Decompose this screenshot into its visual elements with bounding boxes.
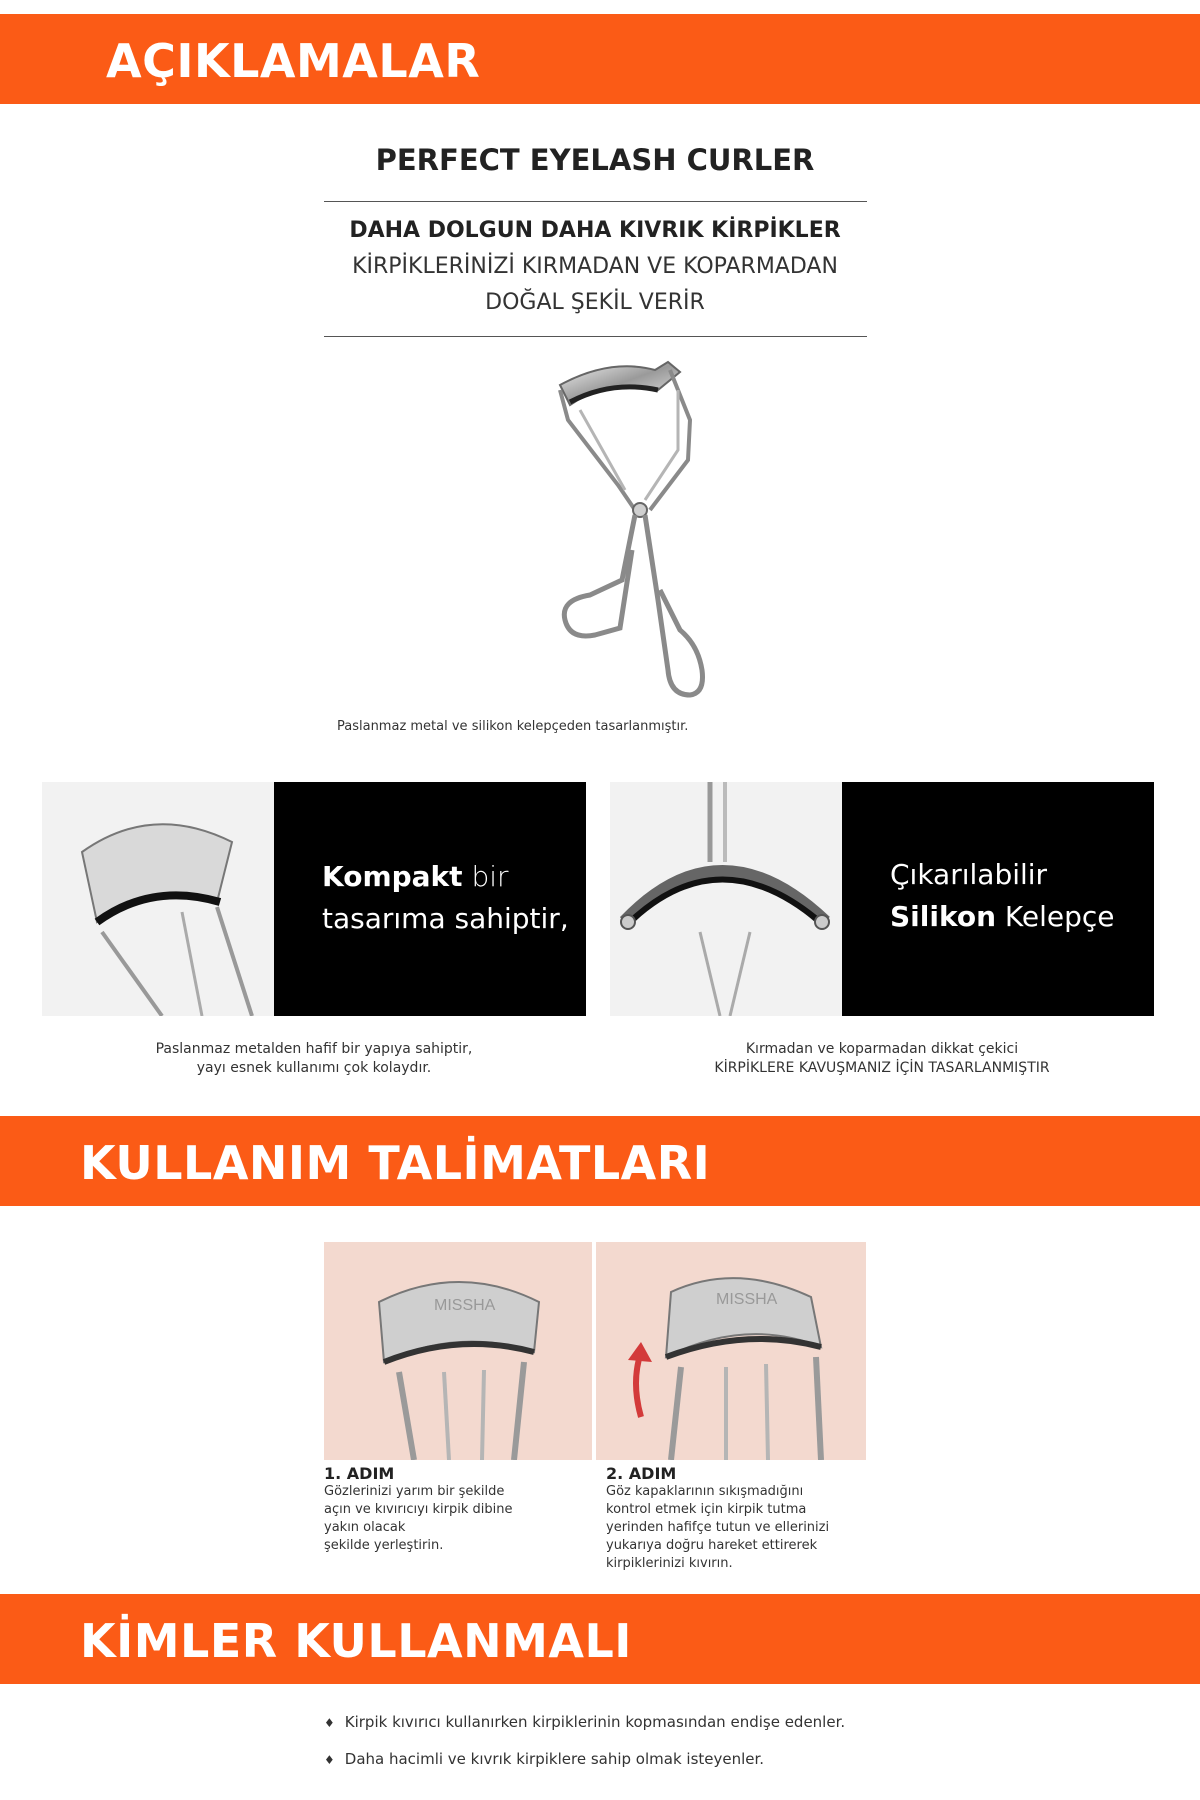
feature-panel-compact [274,782,586,1016]
feature-compact-line1 [322,860,509,893]
feature-compact-bold: Kompakt [322,860,463,893]
feature-compact-rest: bir [462,860,509,893]
step1-image [324,1242,592,1460]
product-tagline: DAHA DOLGUN DAHA KIVRIK KİRPİKLER [349,218,841,243]
step2-line: yukarıya doğru hareket ettirerek [606,1538,818,1553]
step2-line: yerinden hafifçe tutun ve ellerinizi [606,1520,830,1535]
who-item [324,1750,764,1768]
diamond-bullet-icon: ♦ [324,1716,335,1730]
step1-photo [324,1242,592,1460]
feature-compact-caption [42,1040,586,1078]
product-tagline-line3: DOĞAL ŞEKİL VERİR [485,290,705,315]
section-title-who: KİMLER KULLANMALI [80,1614,632,1668]
who-item [324,1713,845,1731]
feature-panel-silicone [842,782,1154,1016]
section-title-usage: KULLANIM TALİMATLARI [80,1136,711,1190]
feature-silicone-line1: Çıkarılabilir [890,858,1048,891]
feature-silicone-caption [610,1040,1154,1078]
step2-line: kontrol etmek için kirpik tutma [606,1502,807,1517]
curler-closeup-image [42,782,274,1016]
step2-photo [596,1242,866,1460]
feature-compact-line2: tasarıma sahiptir, [322,902,569,935]
diamond-bullet-icon: ♦ [324,1753,335,1767]
step2-title: 2. ADIM [606,1464,677,1483]
step2 [606,1464,836,1573]
section-banner-usage [0,1116,1200,1206]
silicone-pad-image [610,782,842,1016]
step1-line: yakın olacak [324,1520,406,1535]
feature-silicone-line2 [890,900,1115,933]
who-item-text: Daha hacimli ve kıvrık kirpiklere sahip olmak isteyenler. [344,1750,765,1768]
section-title-description: AÇIKLAMALAR [106,34,481,88]
feature-compact-caption-line2: yayı esnek kullanımı çok kolaydır. [196,1060,432,1076]
brand-engraving-1: MISSHA [434,1297,496,1314]
feature-photo-compact [42,782,274,1016]
material-note: Paslanmaz metal ve silikon kelepçeden tasarlanmıştır. [337,719,689,734]
brand-engraving-2: MISSHA [716,1291,778,1308]
feature-compact-caption-line1: Paslanmaz metalden hafif bir yapıya sahiptir, [155,1041,473,1057]
product-name: PERFECT EYELASH CURLER [375,143,815,177]
step2-image [596,1242,866,1460]
section-banner-description [0,14,1200,104]
step2-text [606,1483,836,1573]
step1 [324,1464,524,1555]
step1-text [324,1483,524,1555]
step1-title: 1. ADIM [324,1464,395,1483]
feature-silicone-rest: Kelepçe [996,900,1115,933]
step2-line: kirpiklerinizi kıvırın. [606,1556,733,1571]
who-item-text: Kirpik kıvırıcı kullanırken kirpiklerinin kopmasından endişe edenler. [344,1713,846,1731]
section-banner-who [0,1594,1200,1684]
step1-line: şekilde yerleştirin. [324,1538,444,1553]
divider-bottom [324,336,867,337]
feature-silicone-bold: Silikon [890,900,996,933]
divider-top [324,201,867,202]
feature-silicone-caption-line2: KİRPİKLERE KAVUŞMANIZ İÇİN TASARLANMIŞTIR [714,1060,1050,1076]
feature-photo-silicone [610,782,842,1016]
step2-line: Göz kapaklarının sıkışmadığını [606,1484,804,1499]
feature-silicone-caption-line1: Kırmadan ve koparmadan dikkat çekici [745,1041,1019,1057]
eyelash-curler-image [540,350,760,740]
step1-line: açın ve kıvırıcıyı kirpik dibine [324,1502,513,1517]
step1-line: Gözlerinizi yarım bir şekilde [324,1484,505,1499]
product-tagline-line2: KİRPİKLERİNİZİ KIRMADAN VE KOPARMADAN [352,254,838,279]
